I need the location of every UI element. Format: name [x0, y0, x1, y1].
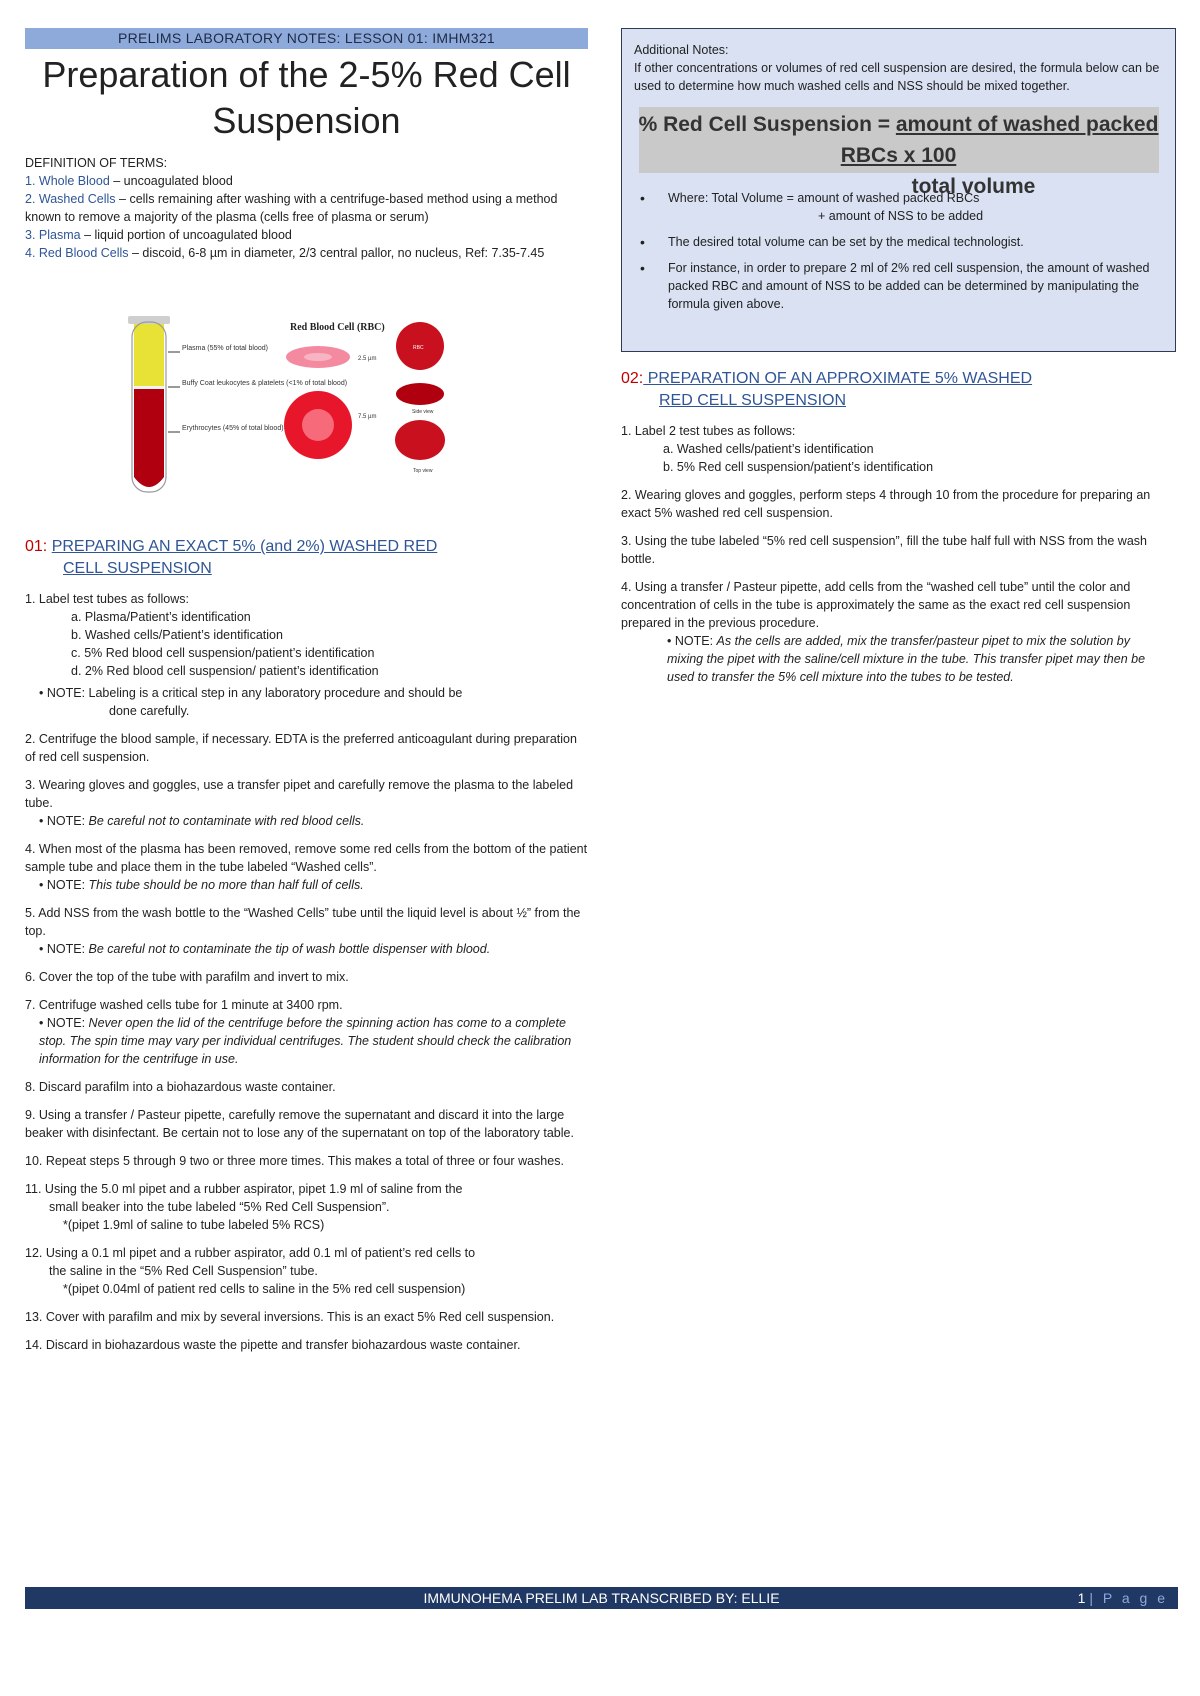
bullet-2-text: • The desired total volume can be set by the medical technologist. — [668, 235, 1024, 249]
label-item: a. Washed cells/patient’s identification — [663, 442, 874, 456]
definition-item — [25, 172, 590, 190]
step-12-continued: the saline in the “5% Red Cell Suspension” tube. — [49, 1264, 318, 1278]
rbc-3d-label: RBC — [413, 345, 424, 351]
step-14: 14. Discard in biohazardous waste the pipette and transfer biohazardous waste container. — [25, 1338, 521, 1352]
note-label: NOTE: — [46, 942, 86, 956]
section-2-title-line2: RED CELL SUSPENSION — [659, 392, 847, 409]
plasma-layer — [134, 324, 164, 386]
step-7: 7. Centrifuge washed cells tube for 1 minute at 3400 rpm. — [25, 998, 343, 1012]
rbc-top-view-icon — [395, 420, 445, 460]
top-view-label: Top view — [413, 468, 433, 474]
buffy-coat-label: Buffy Coat leukocytes & platelets (<1% of total blood) — [182, 380, 348, 387]
note-step-4 — [621, 632, 1176, 686]
lesson-header-bar: PRELIMS LABORATORY NOTES: LESSON 01: IMHM321 — [25, 28, 588, 49]
note-4: • NOTE: This tube should be no more than half full of cells. — [39, 878, 364, 892]
note-5-text: Be careful not to contaminate the tip of wash bottle dispenser with blood. — [88, 942, 491, 956]
definition-item — [25, 244, 590, 262]
definition-text: – cells remaining after washing with a centrifuge-based method using a method known to remove a majority of the plasma (cells free of plasma or serum) — [25, 192, 558, 224]
section-2 — [621, 368, 1176, 686]
erythrocyte-layer — [134, 389, 164, 487]
definition-item — [25, 226, 590, 244]
note-4-text: This tube should be no more than half full of cells. — [88, 878, 364, 892]
definition-term: 4. Red Blood Cells — [25, 246, 129, 260]
definition-item — [25, 190, 590, 226]
definitions — [25, 154, 590, 262]
note-1: • NOTE: Labeling is a critical step in any laboratory procedure and should be — [39, 686, 463, 700]
buffy-coat-layer — [134, 386, 164, 389]
side-view-label: Side view — [412, 409, 434, 415]
step-9: 9. Using a transfer / Pasteur pipette, carefully remove the supernatant and discard it into the large beaker with disinfectant. Be certain not to lose any of the supernatant on top of the laboratory table. — [25, 1108, 574, 1140]
additional-notes-intro: If other concentrations or volumes of red cell suspension are desired, the formula below can be used to determine how much washed cells and NSS should be mixed together. — [634, 61, 1160, 93]
additional-notes-heading: Additional Notes: — [634, 43, 729, 57]
step-1: 1. Label 2 test tubes as follows: — [621, 424, 796, 438]
page-number — [1078, 1587, 1168, 1609]
definition-text: – uncoagulated blood — [109, 174, 233, 188]
section-1 — [25, 536, 590, 1354]
plasma-label: Plasma (55% of total blood) — [182, 345, 268, 352]
rbc-side-center — [304, 353, 332, 361]
step-11-continued: small beaker into the tube labeled “5% Red Cell Suspension”. — [49, 1200, 390, 1214]
step-8: 8. Discard parafilm into a biohazardous waste container. — [25, 1080, 336, 1094]
definition-text: – discoid, 6-8 µm in diameter, 2/3 central pallor, no nucleus, Ref: 7.35-7.45 — [128, 246, 545, 260]
bullet-1-line2: + amount of NSS to be added — [818, 209, 984, 223]
note-step-4-text: As the cells are added, mix the transfer/pasteur pipet to mix the solution by mixing the pipet with the saline/cell mixture in the tube. This transfer pipet may then be used to transfer the 5% cell mixture into the tubes to be tested. — [667, 634, 1146, 684]
formula-lhs: % Red Cell Suspension = — [638, 113, 896, 136]
rbc-side-view-icon — [396, 383, 444, 405]
tube-cap — [128, 316, 170, 324]
formula-line1 — [639, 109, 1159, 171]
definition-term: 1. Whole Blood — [25, 174, 110, 188]
note-7: • NOTE: Never open the lid of the centrifuge before the spinning action has come to a complete stop. The spin time may vary per individual centrifuges. The student should check the calibration information for the centrifuge in use. — [39, 1016, 572, 1066]
note-label: NOTE: — [46, 1016, 86, 1030]
note-label: • NOTE: — [667, 634, 714, 648]
page-number-value: 1 — [1077, 1590, 1086, 1606]
step-13: 13. Cover with parafilm and mix by several inversions. This is an exact 5% Red cell suspension. — [25, 1310, 555, 1324]
label-item: d. 2% Red blood cell suspension/ patient’s identification — [71, 664, 379, 678]
section-2-title-line1: PREPARATION OF AN APPROXIMATE 5% WASHED — [643, 370, 1033, 387]
bullet-item — [634, 189, 1163, 225]
note-5: • NOTE: Be careful not to contaminate the tip of wash bottle dispenser with blood. — [39, 942, 491, 956]
section-1-heading — [25, 536, 590, 558]
note-label: NOTE: — [46, 814, 86, 828]
formula-numerator: amount of washed packed RBCs x 100 — [840, 113, 1159, 167]
step-4: 4. Using a transfer / Pasteur pipette, add cells from the “washed cell tube” until the color and concentration of cells in the tube is approximately the same as the exact red cell suspension prepared in the previous procedure. — [621, 580, 1131, 630]
step-6: 6. Cover the top of the tube with parafilm and invert to mix. — [25, 970, 349, 984]
additional-notes-box — [621, 28, 1176, 352]
step-12-remark: *(pipet 0.04ml of patient red cells to saline in the 5% red cell suspension) — [63, 1282, 466, 1296]
bullet-item — [634, 233, 1163, 251]
step-2: 2. Centrifuge the blood sample, if necessary. EDTA is the preferred anticoagulant during preparation of red cell suspension. — [25, 732, 577, 764]
note-1-continued: done carefully. — [109, 704, 190, 718]
formula-denominator: total volume — [911, 175, 1036, 198]
blood-composition-figure — [120, 312, 480, 502]
rbc-thickness-label: 2.5 µm — [358, 356, 377, 362]
step-11: 11. Using the 5.0 ml pipet and a rubber aspirator, pipet 1.9 ml of saline from the — [25, 1182, 463, 1196]
section-1-title-line2: CELL SUSPENSION — [63, 560, 212, 577]
definition-text: – liquid portion of uncoagulated blood — [80, 228, 292, 242]
rbc-figure-title: Red Blood Cell (RBC) — [290, 322, 385, 333]
step-4: 4. When most of the plasma has been removed, remove some red cells from the bottom of the patient sample tube and place them in the tube labeled “Washed cells”. — [25, 842, 588, 874]
definition-term: 2. Washed Cells — [25, 192, 116, 206]
note-label: NOTE: — [46, 878, 86, 892]
footer-text: IMMUNOHEMA PRELIM LAB TRANSCRIBED BY: ELLIE — [423, 1590, 780, 1606]
rbc-diameter-label: 7.5 µm — [358, 414, 377, 420]
page-title: Preparation of the 2-5% Red Cell Suspension — [42, 54, 571, 141]
label-item: b. 5% Red cell suspension/patient’s identification — [663, 460, 934, 474]
erythrocytes-label: Erythrocytes (45% of total blood) — [182, 425, 284, 432]
definitions-heading: DEFINITION OF TERMS: — [25, 156, 168, 170]
note-3-text: Be careful not to contaminate with red blood cells. — [88, 814, 365, 828]
step-3: 3. Wearing gloves and goggles, use a transfer pipet and carefully remove the plasma to the labeled tube. — [25, 778, 574, 810]
step-1: 1. Label test tubes as follows: — [25, 592, 189, 606]
step-11-remark: *(pipet 1.9ml of saline to tube labeled 5% RCS) — [63, 1218, 325, 1232]
rbc-top-center — [302, 409, 334, 441]
step-5: 5. Add NSS from the wash bottle to the “Washed Cells” tube until the liquid level is about ½” from the top. — [25, 906, 581, 938]
section-1-number: 01: — [25, 538, 48, 555]
step-12: 12. Using a 0.1 ml pipet and a rubber aspirator, add 0.1 ml of patient’s red cells to — [25, 1246, 476, 1260]
label-item: c. 5% Red blood cell suspension/patient’s identification — [71, 646, 375, 660]
page-word: | P a g e — [1089, 1590, 1168, 1606]
step-10: 10. Repeat steps 5 through 9 two or three more times. This makes a total of three or four washes. — [25, 1154, 564, 1168]
bullet-3-text: • For instance, in order to prepare 2 ml of 2% red cell suspension, the amount of washed packed RBC and amount of NSS to be added can be determined by manipulating the formula given above. — [668, 261, 1150, 311]
page-footer — [25, 1587, 1178, 1609]
bullet-item — [634, 259, 1163, 313]
label-item: b. Washed cells/Patient’s identification — [71, 628, 283, 642]
note-3: • NOTE: Be careful not to contaminate with red blood cells. — [39, 814, 365, 828]
definition-term: 3. Plasma — [25, 228, 81, 242]
section-2-heading — [621, 368, 1176, 390]
section-1-title-line1: PREPARING AN EXACT 5% (and 2%) WASHED RED — [51, 538, 438, 555]
step-3: 3. Using the tube labeled “5% red cell suspension”, fill the tube half full with NSS from the wash bottle. — [621, 534, 1147, 566]
section-2-number: 02: — [621, 370, 644, 387]
label-item: a. Plasma/Patient’s identification — [71, 610, 251, 624]
note-7-text: Never open the lid of the centrifuge before the spinning action has come to a complete stop. The spin time may vary per individual centrifuges. The student should check the calibration information for the centrifuge in use. — [39, 1016, 572, 1066]
bullet-1-line1: • Where: Total Volume = amount of washed packed RBCs — [668, 191, 980, 205]
step-2: 2. Wearing gloves and goggles, perform steps 4 through 10 from the procedure for preparing an exact 5% washed red cell suspension. — [621, 488, 1151, 520]
